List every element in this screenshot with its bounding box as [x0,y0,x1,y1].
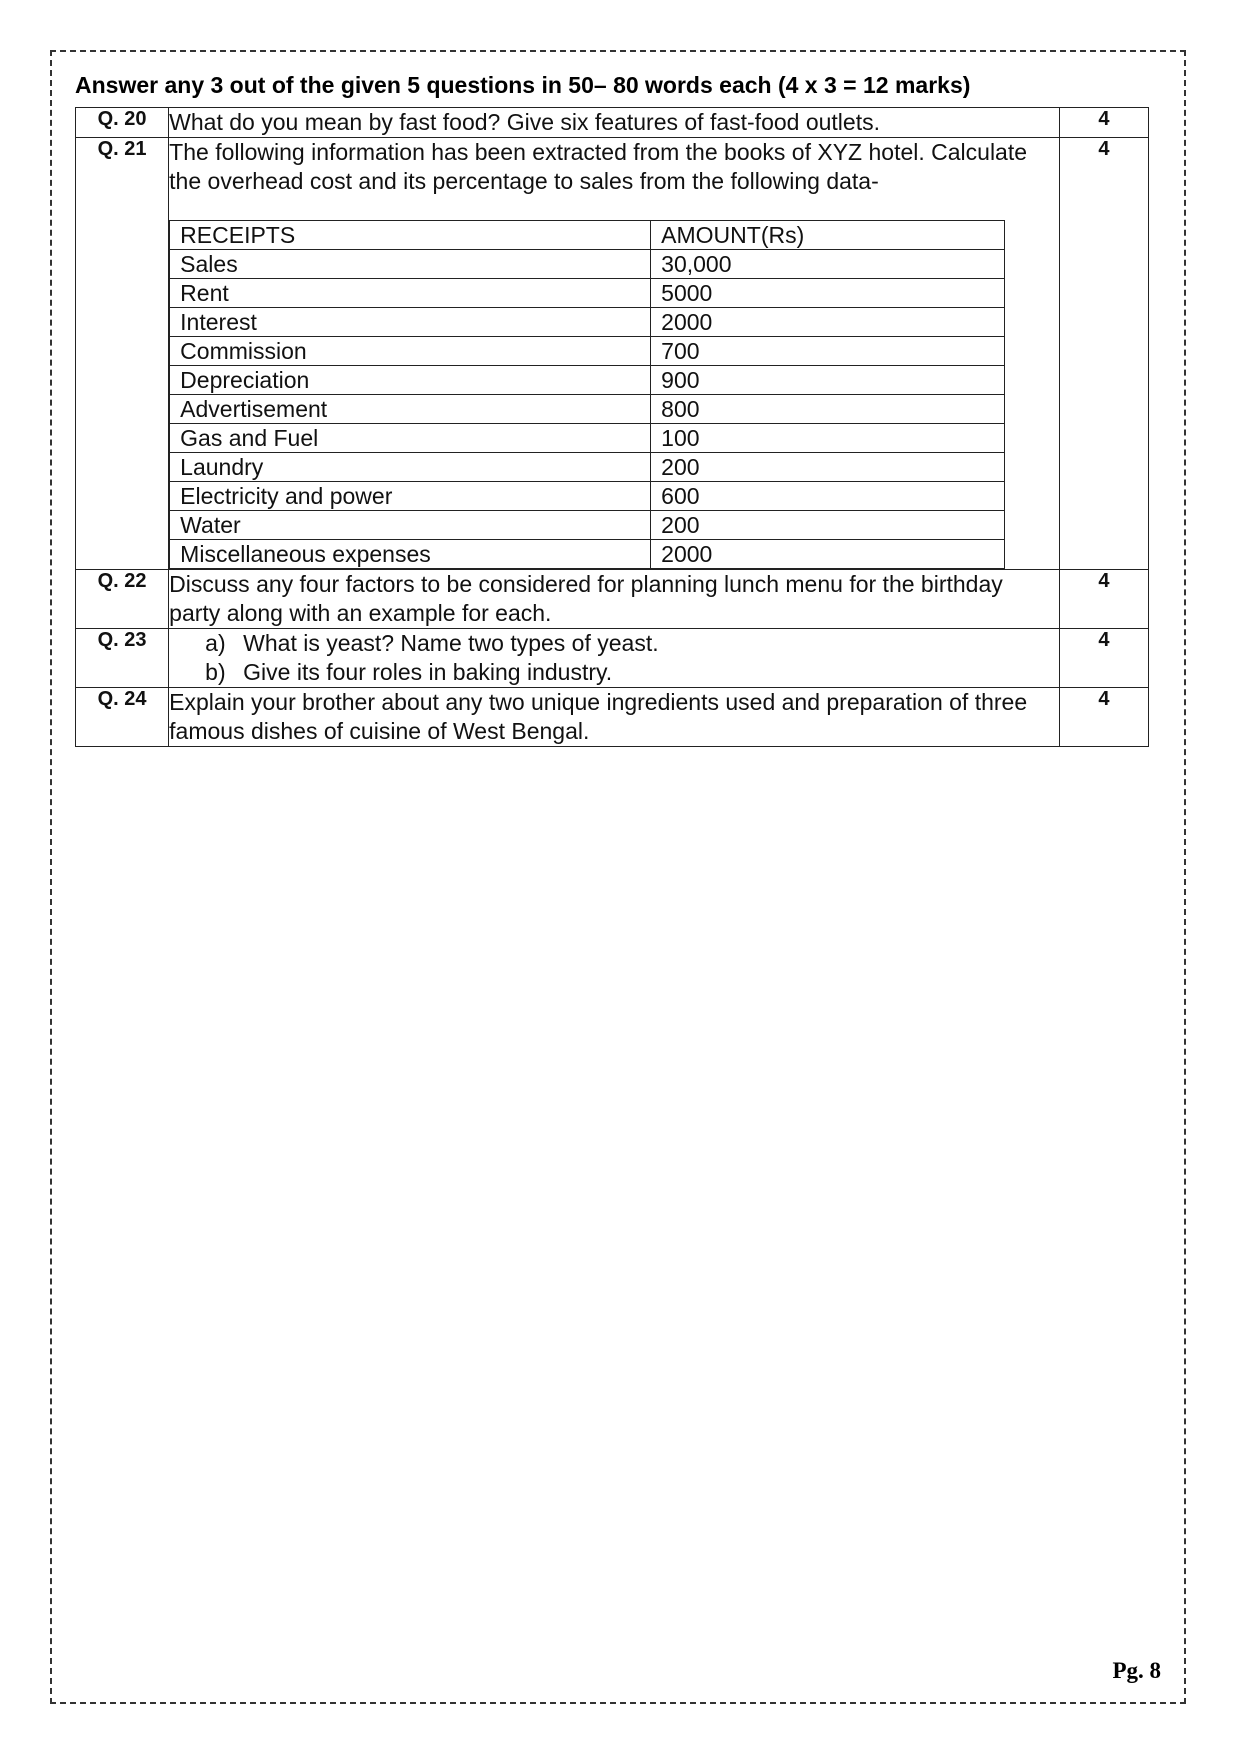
receipts-table [169,220,1005,569]
subpart-text: What is yeast? Name two types of yeast. [243,630,659,656]
receipts-row [170,424,1005,453]
receipt-amount: 100 [651,424,1005,453]
question-marks: 4 [1059,138,1148,570]
question-number: Q. 22 [76,570,169,629]
receipt-amount: 800 [651,395,1005,424]
receipts-row [170,511,1005,540]
receipt-item: Advertisement [170,395,651,424]
question-cell [169,629,1060,688]
receipts-header-row [170,221,1005,250]
receipts-row [170,395,1005,424]
receipt-amount: 5000 [651,279,1005,308]
receipts-row [170,250,1005,279]
receipt-amount: 900 [651,366,1005,395]
receipt-amount: 2000 [651,308,1005,337]
question-number: Q. 20 [76,108,169,138]
receipt-amount: 600 [651,482,1005,511]
question-text: The following information has been extracted from the books of XYZ hotel. Calculate the overhead cost and its percentage to sales from the following data- [169,139,1028,194]
receipt-item: Electricity and power [170,482,651,511]
receipt-item: Depreciation [170,366,651,395]
receipt-amount: 30,000 [651,250,1005,279]
question-row [76,570,1149,629]
questions-table [75,107,1149,747]
subpart-label: a) [205,630,226,656]
amount-header: AMOUNT(Rs) [651,221,1005,250]
receipts-row [170,540,1005,569]
receipt-amount: 200 [651,511,1005,540]
page-number: Pg. 8 [1112,1658,1161,1683]
question-number: Q. 23 [76,629,169,688]
receipt-item: Commission [170,337,651,366]
subpart [169,629,1059,658]
question-marks: 4 [1059,108,1148,138]
receipts-row [170,337,1005,366]
receipt-item: Interest [170,308,651,337]
receipts-row [170,453,1005,482]
subpart [169,658,1059,687]
subpart-label: b) [205,659,226,685]
subpart-text: Give its four roles in baking industry. [243,659,613,685]
receipt-item: Laundry [170,453,651,482]
receipt-amount: 200 [651,453,1005,482]
question-text: Discuss any four factors to be considered for planning lunch menu for the birthday party along with an example for each. [169,570,1060,629]
question-row [76,108,1149,138]
question-row [76,688,1149,747]
receipt-amount: 2000 [651,540,1005,569]
question-number: Q. 24 [76,688,169,747]
question-text: Explain your brother about any two unique ingredients used and preparation of three famous dishes of cuisine of West Bengal. [169,688,1060,747]
receipt-item: Water [170,511,651,540]
receipt-item: Sales [170,250,651,279]
question-cell [169,138,1060,570]
section-instruction: Answer any 3 out of the given 5 questions in 50– 80 words each (4 x 3 = 12 marks) [75,72,971,98]
question-marks: 4 [1059,629,1148,688]
receipts-row [170,366,1005,395]
receipts-row [170,279,1005,308]
receipts-header: RECEIPTS [170,221,651,250]
receipts-row [170,482,1005,511]
question-marks: 4 [1059,688,1148,747]
receipts-row [170,308,1005,337]
question-text: What do you mean by fast food? Give six features of fast-food outlets. [169,108,1060,138]
question-number: Q. 21 [76,138,169,570]
receipt-amount: 700 [651,337,1005,366]
receipt-item: Miscellaneous expenses [170,540,651,569]
receipt-item: Rent [170,279,651,308]
receipt-item: Gas and Fuel [170,424,651,453]
question-marks: 4 [1059,570,1148,629]
question-row [76,138,1149,570]
question-row [76,629,1149,688]
